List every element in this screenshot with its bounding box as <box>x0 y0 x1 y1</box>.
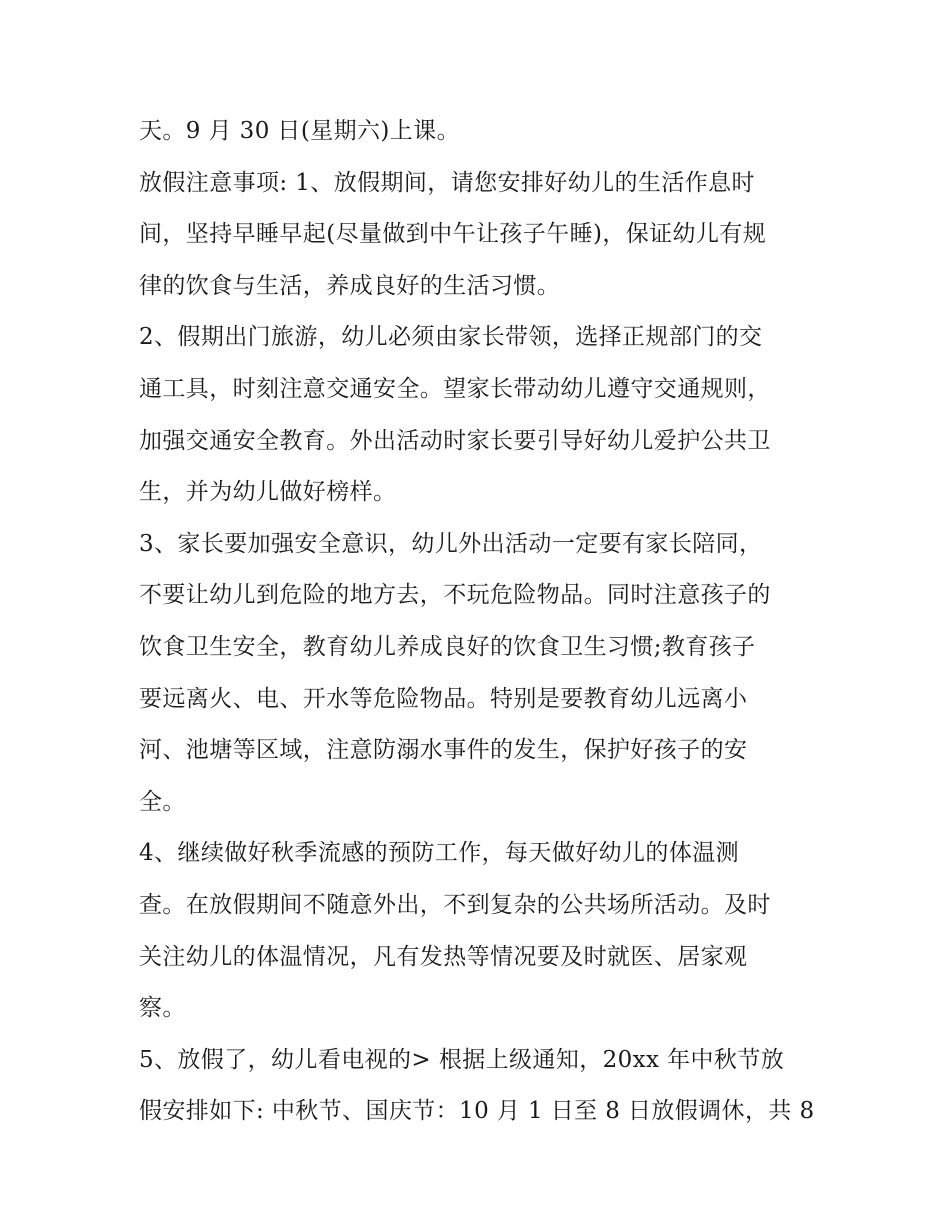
text-line: 全。 <box>139 788 186 815</box>
document-body <box>139 106 819 1138</box>
text-line: 关注幼儿的体温情况，凡有发热等情况要及时就医、居家观 <box>139 943 748 970</box>
text-line: 2、假期出门旅游，幼儿必须由家长带领，选择正规部门的交 <box>139 324 763 351</box>
text-line: 查。在放假期间不随意外出，不到复杂的公共场所活动。及时 <box>139 891 771 918</box>
text-line: 察。 <box>139 995 186 1022</box>
text-line: 生，并为幼儿做好榜样。 <box>139 479 397 506</box>
text-line: 律的饮食与生活，养成良好的生活习惯。 <box>139 272 561 299</box>
text-line: 放假注意事项: 1、放假期间，请您安排好幼儿的生活作息时 <box>139 169 755 196</box>
text-line: 天。9 月 30 日(星期六)上课。 <box>139 118 460 144</box>
text-line: 通工具，时刻注意交通安全。望家长带动幼儿遵守交通规则， <box>139 375 771 402</box>
text-line: 加强交通安全教育。外出活动时家长要引导好幼儿爱护公共卫 <box>139 427 771 454</box>
text-line: 假安排如下: 中秋节、国庆节：10 月 1 日至 8 日放假调休，共 8 <box>139 1098 815 1125</box>
text-line: 要远离火、电、开水等危险物品。特别是要教育幼儿远离小 <box>139 685 748 712</box>
text-line: 3、家长要加强安全意识，幼儿外出活动一定要有家长陪同， <box>139 530 763 557</box>
text-line: 4、继续做好秋季流感的预防工作，每天做好幼儿的体温测 <box>139 840 740 867</box>
text-line: 5、放假了，幼儿看电视的> 根据上级通知，20xx 年中秋节放 <box>139 1046 785 1073</box>
text-line: 不要让幼儿到危险的地方去，不玩危险物品。同时注意孩子的 <box>139 582 771 609</box>
text-line: 间，坚持早睡早起(尽量做到中午让孩子午睡)，保证幼儿有规 <box>139 221 767 248</box>
text-line: 饮食卫生安全，教育幼儿养成良好的饮食卫生习惯;教育孩子 <box>139 633 756 660</box>
text-line: 河、池塘等区域，注意防溺水事件的发生，保护好孩子的安 <box>139 737 748 764</box>
